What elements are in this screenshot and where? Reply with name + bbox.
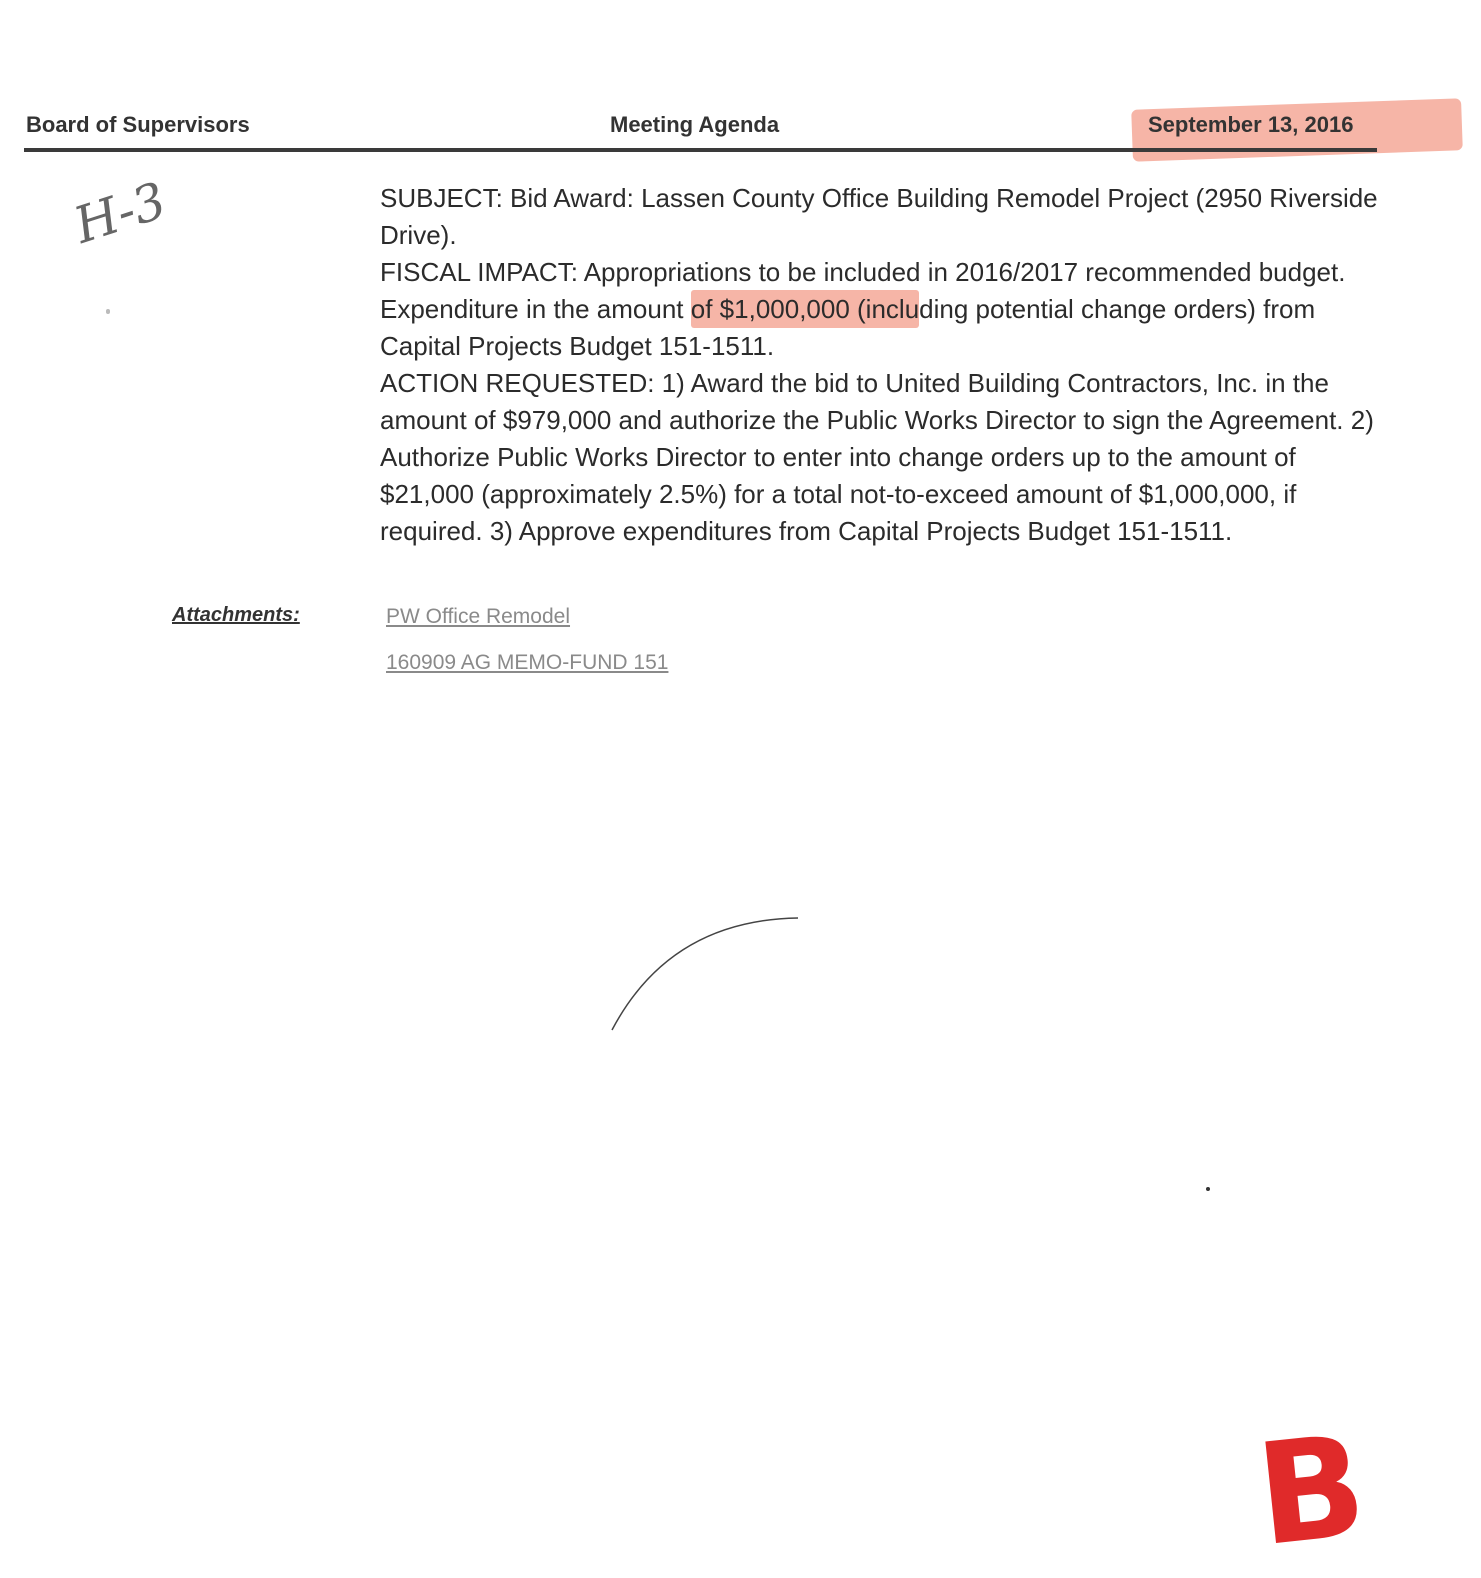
scan-speck [106, 309, 110, 314]
header-divider [24, 148, 1377, 152]
handwritten-item-number: H-3 [67, 171, 174, 255]
agenda-item-body [380, 180, 1380, 550]
red-letter-mark: B [1249, 1404, 1373, 1578]
attachment-link-pw-office-remodel[interactable]: PW Office Remodel [386, 605, 571, 628]
header-organization: Board of Supervisors [26, 112, 250, 137]
scan-speck-dot [1206, 1187, 1210, 1191]
attachment-link-ag-memo[interactable]: 160909 AG MEMO-FUND 151 [386, 651, 669, 674]
fiscal-impact-paragraph [380, 254, 1380, 365]
fiscal-text-end: ding potential change orders) from Capital Projects Budget 151-1511. [380, 294, 1316, 361]
action-requested-paragraph: ACTION REQUESTED: 1) Award the bid to United Building Contractors, Inc. in the amount of $979,000 and authorize the Public Works Director to sign the Agreement. 2) Authorize Public Works Director to enter into change orders up to the amount of $21,000 (approximately 2.5%) for a total not-to-exceed amount of $1,000,000, if required. 3) Approve expenditures from Capital Projects Budget 151-1511. [380, 368, 1374, 546]
pen-stroke-arc [600, 910, 810, 1040]
subject-paragraph: SUBJECT: Bid Award: Lassen County Office Building Remodel Project (2950 Riverside Drive). [380, 183, 1378, 250]
fiscal-text-start: FISCAL IMPACT: Appropriations to be included in 2016/2017 recommended budget. Expenditure in the amount [380, 257, 1346, 324]
attachments-label: Attachments: [172, 604, 300, 626]
header-title: Meeting Agenda [610, 112, 780, 137]
fiscal-highlighted-amount: of $1,000,000 (inclu [691, 290, 919, 328]
header-date: September 13, 2016 [1148, 112, 1354, 137]
